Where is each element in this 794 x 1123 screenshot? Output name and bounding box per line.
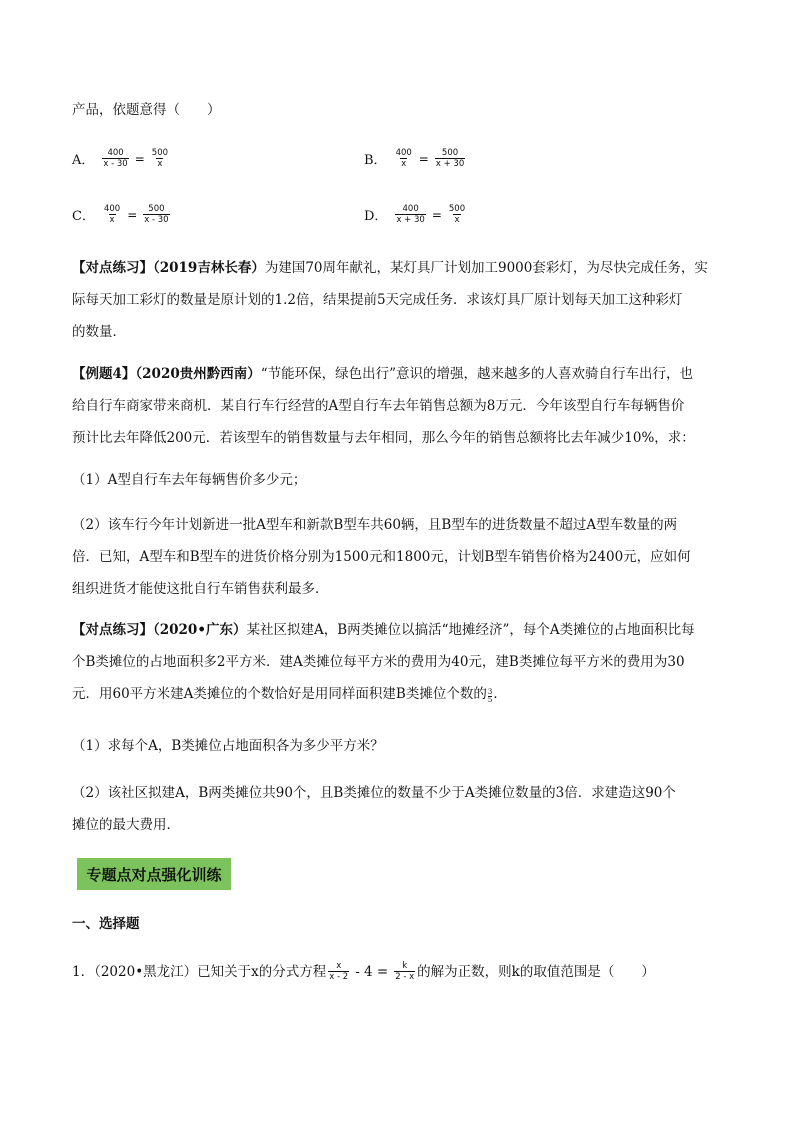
paragraph-line: 【对点练习】（2019吉林长春）为建国70周年献礼，某灯具厂计划加工9000套彩灯，为尽快完成任务，实 bbox=[72, 260, 708, 276]
question-line: （1）求每个A，B类摊位占地面积各为多少平方米？ bbox=[72, 738, 384, 754]
question-line: 摊位的最大费用． bbox=[72, 817, 180, 833]
paragraph-line: 给自行车商家带来商机．某自行车行经营的A型自行车去年销售总额为8万元．今年该型自行车每辆售价 bbox=[72, 398, 685, 414]
option-c: C． $\frac{400}{x}$ = $\frac{500}{x - 30}$ bbox=[72, 204, 169, 225]
paragraph-line: 【对点练习】（2020•广东）某社区拟建A，B两类摊位以搞活“地摊经济”，每个A类摊位的占地面积比每 bbox=[72, 622, 695, 638]
fraction: $\frac{400}{x}$ bbox=[395, 148, 412, 169]
fraction: $\frac{500}{x + 30}$ bbox=[435, 148, 465, 169]
option-label: B． bbox=[364, 153, 387, 168]
section-tag: 【例题4】 bbox=[72, 366, 136, 382]
question-line: 组织进货才能使这批自行车销售获利最多． bbox=[72, 581, 329, 597]
question-line: （1）A型自行车去年每辆售价多少元； bbox=[72, 472, 307, 488]
paragraph-line: 际每天加工彩灯的数量是原计划的1.2倍，结果提前5天完成任务．求该灯具厂原计划每天加工这种彩灯 bbox=[72, 292, 683, 308]
option-a: A． $\frac{400}{x - 30}$ = $\frac{500}{x}$ bbox=[72, 148, 169, 169]
question-line: （2）该社区拟建A，B两类摊位共90个，且B类摊位的数量不少于A类摊位数量的3倍．求建造这90个 bbox=[72, 785, 676, 801]
section-tag: 【对点练习】 bbox=[72, 260, 153, 276]
paragraph-line: 【例题4】（2020贵州黔西南）“节能环保，绿色出行”意识的增强，越来越多的人喜欢骑自行车出行，也 bbox=[72, 366, 694, 382]
fraction: $\frac{k}{2 - x}$ bbox=[395, 961, 415, 982]
option-label: C． bbox=[72, 209, 95, 224]
fraction: $\frac{500}{x - 30}$ bbox=[144, 204, 169, 225]
text-line: 产品，依题意得（ ） bbox=[72, 102, 221, 118]
section-banner: 专题点对点强化训练 bbox=[77, 858, 231, 890]
option-label: D． bbox=[364, 209, 388, 224]
fraction: $\frac{400}{x + 30}$ bbox=[396, 204, 425, 225]
source-tag: （2020贵州黔西南） bbox=[135, 366, 261, 382]
option-d: D． $\frac{400}{x + 30}$ = $\frac{500}{x}$ bbox=[364, 204, 466, 225]
paragraph-line: 预计比去年降低200元．若该型车的销售数量与去年相同，那么今年的销售总额将比去年减少10%，求： bbox=[72, 430, 695, 446]
section-tag: 【对点练习】 bbox=[72, 622, 153, 638]
fraction: $\frac{400}{x}$ bbox=[103, 204, 121, 225]
paragraph-line: 的数量． bbox=[72, 324, 126, 340]
question-line: （2）该车行今年计划新进一批A型车和新款B型车共60辆，且B型车的进货数量不超过A型车数量的两 bbox=[72, 517, 678, 533]
fraction: $\frac{400}{x - 30}$ bbox=[103, 148, 128, 169]
source-tag: （2020•广东） bbox=[153, 622, 247, 638]
option-b: B． $\frac{400}{x}$ = $\frac{500}{x + 30}$ bbox=[364, 148, 465, 169]
fraction: $\frac{500}{x}$ bbox=[448, 204, 466, 225]
option-label: A． bbox=[72, 153, 95, 168]
question-line: 1．（2020•黑龙江）已知关于x的分式方程 $\frac{x}{x - 2}$ - 4 = $\frac{k}{2 - x}$ 的解为正数，则k的取值范围是（ ） bbox=[72, 961, 655, 982]
question-line: 倍．已知，A型车和B型车的进货价格分别为1500元和1800元，计划B型车销售价格为2400元，应如何 bbox=[72, 549, 691, 565]
fraction: $\frac{500}{x}$ bbox=[151, 148, 169, 169]
paragraph-line: 个B类摊位的占地面积多2平方米．建A类摊位每平方米的费用为40元，建B类摊位每平方米的费用为30 bbox=[72, 654, 685, 670]
fraction: $\frac{3}{5}$ bbox=[487, 688, 493, 704]
fraction: $\frac{x}{x - 2}$ bbox=[329, 961, 349, 982]
source-tag: （2019吉林长春） bbox=[153, 260, 265, 276]
paragraph-line: 元．用60平方米建A类摊位的个数恰好是用同样面积建B类摊位个数的 $\frac{3}{5}$ ． bbox=[72, 686, 507, 704]
section-heading: 一、选择题 bbox=[72, 916, 140, 932]
